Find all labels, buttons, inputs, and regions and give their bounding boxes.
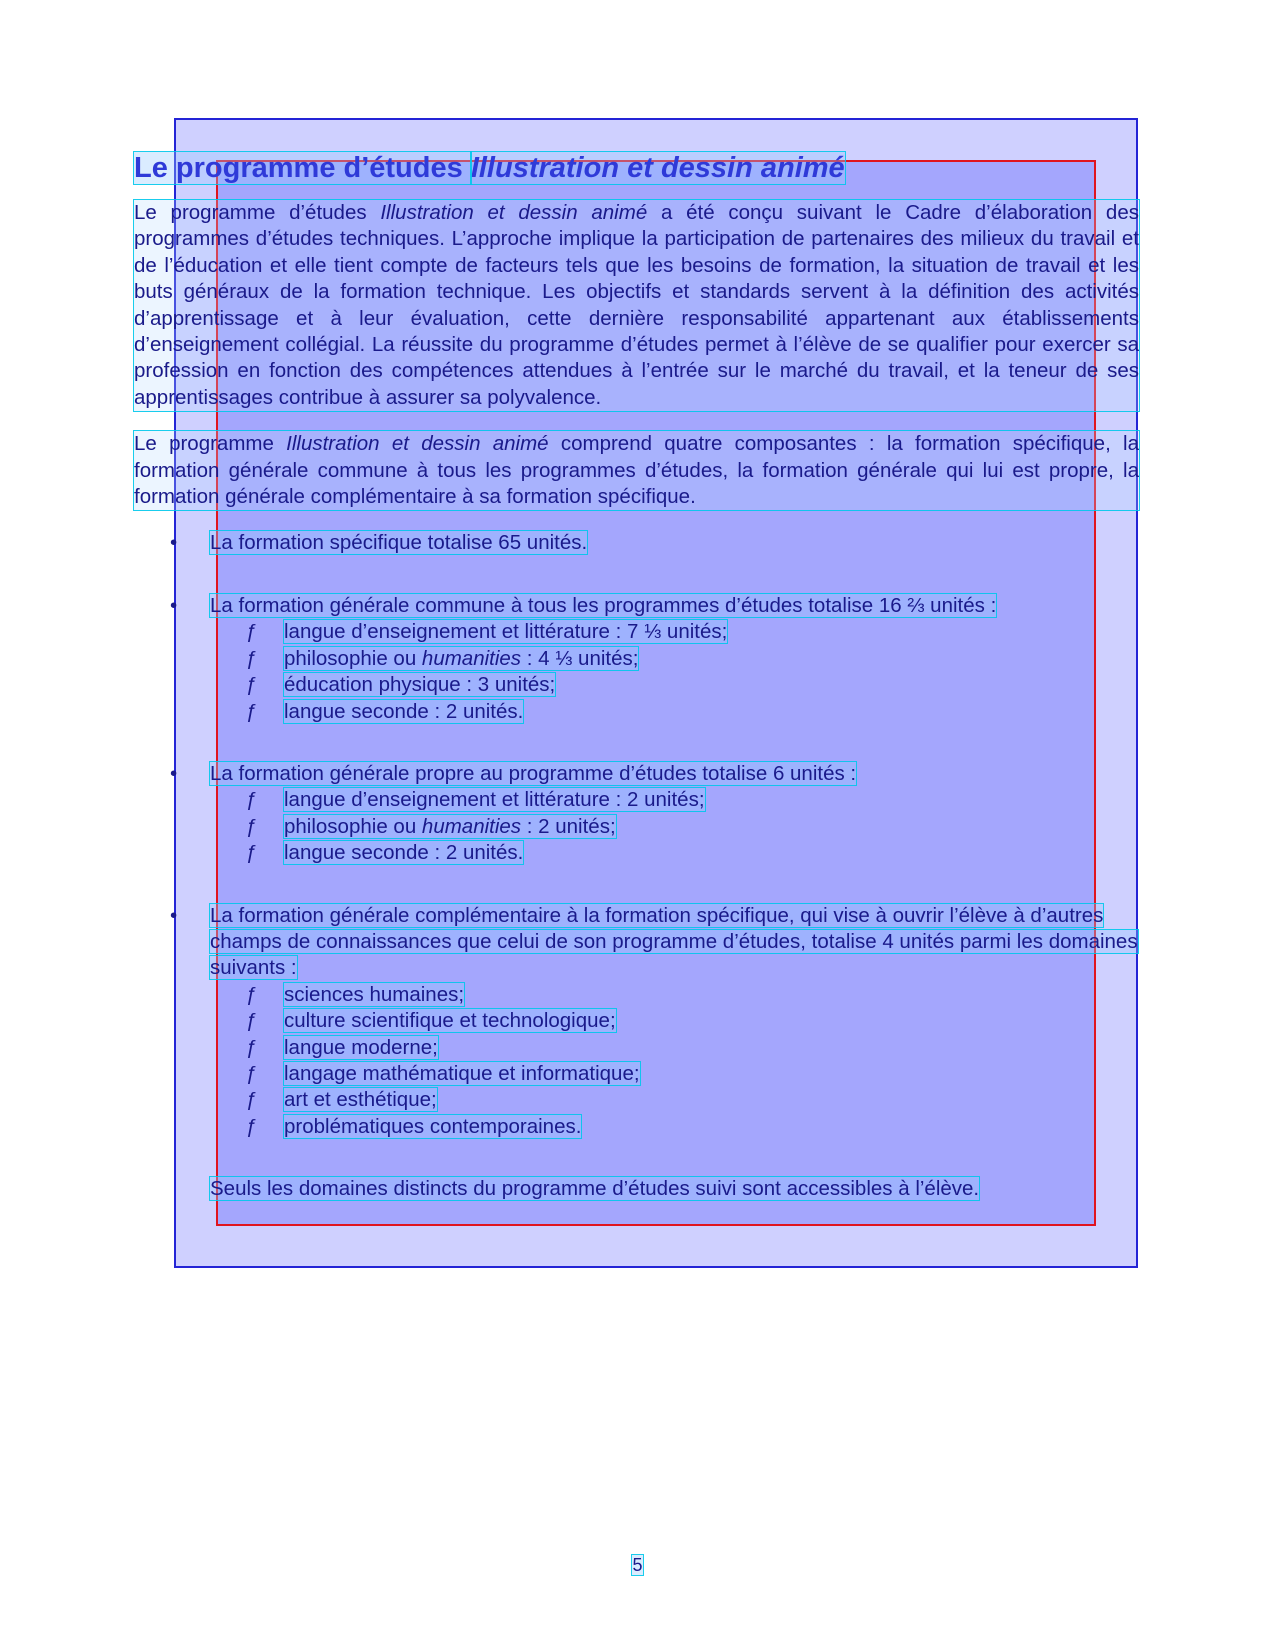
- sub-bullet-icon: ƒ: [246, 699, 258, 723]
- section-title: [134, 150, 1139, 186]
- sub-list: [210, 787, 1139, 866]
- section-title-text: Le programme d’études: [134, 152, 471, 184]
- bullet-icon: •: [170, 761, 178, 785]
- sub-bullet-icon: ƒ: [246, 982, 258, 1006]
- list-item: • La formation générale propre au programme d’études totalise 6 unités : ƒ langue d’enseignement et littérature : 2 unités; ƒ philosophie ou humanities : 2 unités; ƒ langue seconde : 2 unités.: [134, 761, 1139, 867]
- sub-list-item: ƒ éducation physique : 3 unités;: [134, 672, 1139, 698]
- sub-bullet-icon: ƒ: [246, 1088, 258, 1112]
- page-content: [134, 150, 1139, 1203]
- sub-list-item: ƒ philosophie ou humanities : 2 unités;: [134, 814, 1139, 840]
- bullet-icon: •: [170, 593, 178, 617]
- sub-bullet-icon: ƒ: [246, 1061, 258, 1085]
- sub-list-item: ƒ sciences humaines;: [134, 982, 1139, 1008]
- sub-list: [210, 619, 1139, 725]
- closing-note: Seuls les domaines distincts du programme d’études suivi sont accessibles à l’élève.: [210, 1177, 980, 1201]
- bullet-icon: •: [170, 531, 178, 555]
- sub-list-item: ƒ langue d’enseignement et littérature : 7 ⅓ unités;: [134, 619, 1139, 645]
- sub-bullet-icon: ƒ: [246, 814, 258, 838]
- sub-list-item: ƒ langue moderne;: [134, 1035, 1139, 1061]
- list-item: • La formation générale commune à tous les programmes d’études totalise 16 ⅔ unités : ƒ langue d’enseignement et littérature : 7 ⅓ unités; ƒ philosophie ou humanities : 4 ⅓ unités; ƒ éducation physique : 3 unités; ƒ langue seconde : 2 unités.: [134, 593, 1139, 725]
- list-item: • La formation générale complémentaire à la formation spécifique, qui vise à ouvrir l’élève à d’autres champs de connaissances que celui de son programme d’études, totalise 4 unités parmi les domaines suivants : ƒ sciences humaines; ƒ culture scientifique et technologique; ƒ langue moderne; ƒ langage mathématique et informatique; ƒ art et esthétique; ƒ problématiques contemporaines.: [134, 903, 1139, 1141]
- sub-list-item: ƒ philosophie ou humanities : 4 ⅓ unités;: [134, 646, 1139, 672]
- sub-list-item: ƒ langue d’enseignement et littérature : 2 unités;: [134, 787, 1139, 813]
- sub-bullet-icon: ƒ: [246, 1009, 258, 1033]
- sub-list-item: ƒ culture scientifique et technologique;: [134, 1008, 1139, 1034]
- bullet-icon: •: [170, 903, 178, 927]
- sub-list-item: ƒ langue seconde : 2 unités.: [134, 840, 1139, 866]
- list-item: • La formation spécifique totalise 65 unités.: [134, 530, 1139, 556]
- sub-bullet-icon: ƒ: [246, 620, 258, 644]
- components-list: [134, 530, 1139, 1140]
- sub-bullet-icon: ƒ: [246, 841, 258, 865]
- sub-list-item: ƒ problématiques contemporaines.: [134, 1114, 1139, 1140]
- sub-list-item: ƒ art et esthétique;: [134, 1087, 1139, 1113]
- sub-list-item: ƒ langage mathématique et informatique;: [134, 1061, 1139, 1087]
- section-title-italic: Illustration et dessin animé: [470, 152, 845, 184]
- components-paragraph: Le programme Illustration et dessin animé comprend quatre composantes : la formation spécifique, la formation générale commune à tous les programmes d’études, la formation générale qui lui est propre, la formation générale complémentaire à sa formation spécifique.: [134, 431, 1139, 510]
- sub-bullet-icon: ƒ: [246, 646, 258, 670]
- sub-list-item: ƒ langue seconde : 2 unités.: [134, 699, 1139, 725]
- page-number: 5: [632, 1555, 643, 1575]
- sub-list: [210, 982, 1139, 1140]
- intro-paragraph: Le programme d’études Illustration et dessin animé a été conçu suivant le Cadre d’élaboration des programmes d’études techniques. L’approche implique la participation de partenaires des milieux du travail et de l’éducation et elle tient compte de facteurs tels que les besoins de formation, la situation de travail et les buts généraux de la formation technique. Les objectifs et standards servent à la définition des activités d’apprentissage et à leur évaluation, cette dernière responsabilité appartenant aux établissements d’enseignement collégial. La réussite du programme d’études permet à l’élève de se qualifier pour exercer sa profession en fonction des compétences attendues à l’entrée sur le marché du travail, et la teneur de ses apprentissages contribue à assurer sa polyvalence.: [134, 200, 1139, 411]
- sub-bullet-icon: ƒ: [246, 673, 258, 697]
- sub-bullet-icon: ƒ: [246, 788, 258, 812]
- sub-bullet-icon: ƒ: [246, 1114, 258, 1138]
- sub-bullet-icon: ƒ: [246, 1035, 258, 1059]
